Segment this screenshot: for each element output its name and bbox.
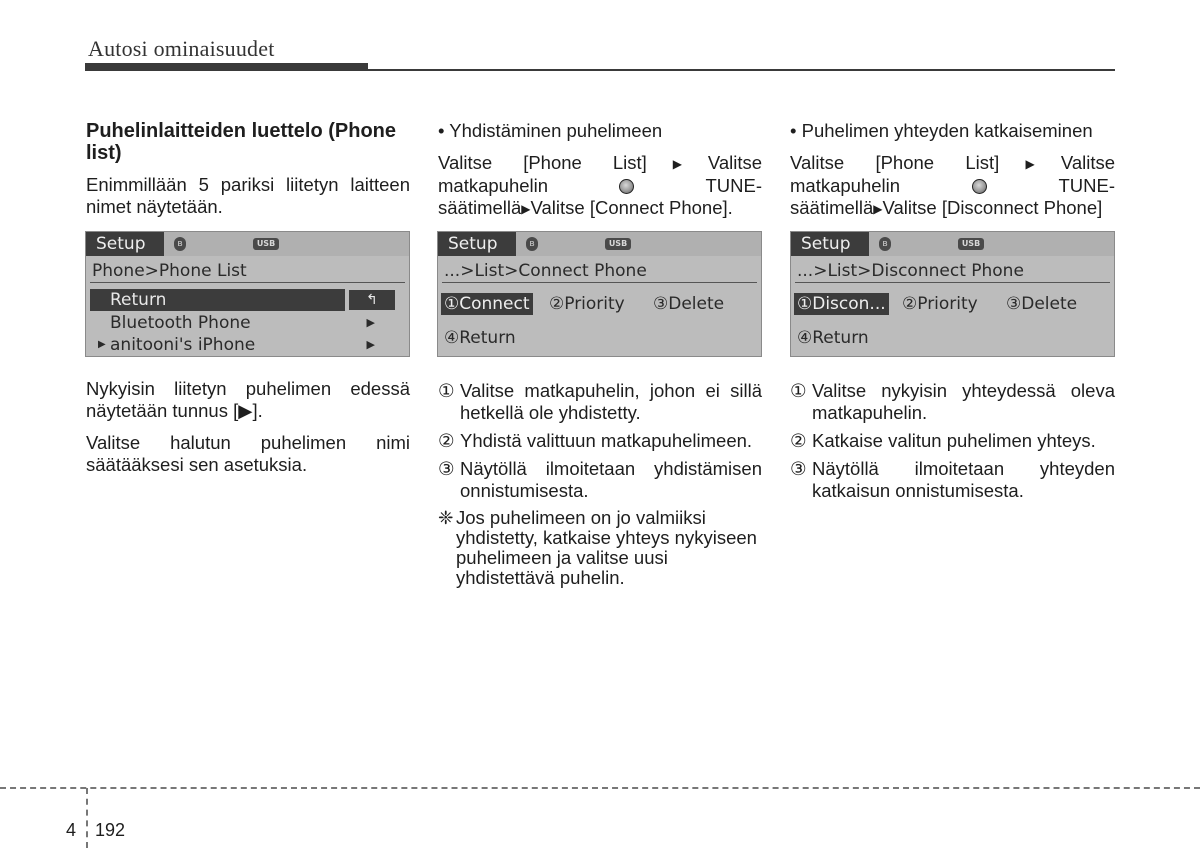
arrow-icon: ▶ — [521, 202, 531, 216]
connected-indicator-icon: ▶ — [98, 339, 106, 350]
note-symbol: ❈ — [438, 507, 454, 528]
bluetooth-icon: ʙ — [879, 237, 891, 251]
screen-path: Phone>Phone List — [92, 261, 247, 281]
instruction-paragraph — [438, 152, 762, 220]
screen-divider — [442, 282, 757, 283]
instr-part: TUNE-säätimellä — [438, 175, 762, 218]
instr-part: Valitse [Phone List] — [790, 152, 1000, 173]
step-number: ② — [438, 430, 455, 451]
instr-part: Valitse [Connect Phone]. — [530, 197, 733, 218]
delete-option[interactable]: ③Delete — [653, 294, 725, 314]
list-item-iphone[interactable] — [90, 334, 395, 356]
bluetooth-icon: ʙ — [174, 237, 186, 251]
list-item-label: Return — [110, 290, 167, 310]
column-phone-list-notes — [86, 378, 410, 486]
footer-divider — [86, 788, 88, 848]
bluetooth-icon: ʙ — [526, 237, 538, 251]
list-item-label: Bluetooth Phone — [110, 313, 251, 333]
chapter-number: 4 — [66, 820, 77, 840]
return-option[interactable]: ④Return — [797, 328, 869, 348]
disconnect-phone-screen — [790, 231, 1115, 357]
back-icon[interactable]: ↰ — [349, 290, 395, 310]
priority-option[interactable]: ②Priority — [549, 294, 625, 314]
status-band — [869, 232, 1114, 256]
arrow-icon: ▶ — [999, 157, 1061, 171]
phone-list-screen — [85, 231, 410, 357]
section-bullet: • Puhelimen yhteyden katkaiseminen — [790, 120, 1093, 141]
step-item — [438, 430, 762, 452]
select-note: Valitse halutun puhelimen nimi säätääksesi sen asetuksia. — [86, 432, 410, 475]
step-number: ① — [438, 380, 455, 401]
tune-knob-icon — [619, 179, 634, 194]
return-option[interactable]: ④Return — [444, 328, 516, 348]
instr-part: Valitse [Phone List] — [438, 152, 647, 173]
usb-icon: USB — [605, 238, 631, 250]
setup-tab: Setup — [791, 232, 869, 256]
step-item — [790, 458, 1115, 502]
screen-divider — [795, 282, 1110, 283]
step-text: Katkaise valitun puhelimen yhteys. — [812, 430, 1096, 451]
step-number: ③ — [790, 458, 807, 479]
step-item — [438, 380, 762, 424]
instruction-paragraph — [790, 152, 1115, 220]
header-rule — [368, 69, 1115, 71]
page-number: 192 — [95, 820, 126, 840]
intro-paragraph: Enimmillään 5 pariksi liitetyn laitteen nimet näytetään. — [86, 174, 410, 217]
step-number: ② — [790, 430, 807, 451]
section-heading: Puhelinlaitteiden luettelo (Phone list) — [86, 120, 397, 164]
disconnect-option[interactable]: ①Discon... — [794, 293, 889, 315]
usb-icon: USB — [958, 238, 984, 250]
status-band — [516, 232, 761, 256]
footer-rule — [0, 787, 1200, 789]
step-item — [438, 458, 762, 502]
running-header: Autosi ominaisuudet — [88, 36, 275, 61]
instr-part: TUNE-säätimellä — [790, 175, 1115, 218]
list-item-return[interactable] — [90, 289, 345, 311]
column-phone-list — [86, 120, 410, 228]
step-text: Näytöllä ilmoitetaan yhteyden katkaisun onnistumisesta. — [812, 458, 1115, 501]
step-number: ① — [790, 380, 807, 401]
connect-phone-screen — [437, 231, 762, 357]
step-text: Valitse nykyisin yhteydessä oleva matkapuhelin. — [812, 380, 1115, 423]
column-disconnect — [790, 120, 1115, 230]
usb-icon: USB — [253, 238, 279, 250]
status-band — [164, 232, 409, 256]
instr-part: Valitse matkapuhelin — [438, 152, 763, 196]
step-text: Näytöllä ilmoitetaan yhdistämisen onnistumisesta. — [460, 458, 762, 501]
screen-path: ...>List>Connect Phone — [444, 261, 647, 281]
header-bar — [85, 63, 368, 71]
arrow-icon: ▶ — [646, 157, 708, 171]
screen-divider — [90, 282, 405, 283]
step-item — [790, 380, 1115, 424]
column-connect-steps — [438, 380, 762, 588]
delete-option[interactable]: ③Delete — [1006, 294, 1078, 314]
instr-part: Valitse matkapuhelin — [790, 152, 1116, 196]
instr-part: Valitse [Disconnect Phone] — [882, 197, 1103, 218]
setup-tab: Setup — [86, 232, 164, 256]
section-bullet: • Yhdistäminen puhelimeen — [438, 120, 663, 141]
arrow-icon: ▶ — [873, 202, 883, 216]
list-item-label: anitooni's iPhone — [110, 335, 256, 355]
screen-path: ...>List>Disconnect Phone — [797, 261, 1024, 281]
setup-tab: Setup — [438, 232, 516, 256]
step-number: ③ — [438, 458, 455, 479]
step-text: Yhdistä valittuun matkapuhelimeen. — [460, 430, 753, 451]
note-text: Jos puhelimeen on jo valmiiksi yhdistetty, katkaise yhteys nykyiseen puhelimeen ja valitse uusi yhdistettävä puhelin. — [456, 507, 757, 588]
list-item-bluetooth-phone[interactable] — [90, 312, 395, 334]
priority-option[interactable]: ②Priority — [902, 294, 978, 314]
chevron-right-icon: ▶ — [366, 338, 375, 351]
note-item — [438, 508, 762, 588]
chevron-right-icon: ▶ — [366, 316, 375, 329]
step-text: Valitse matkapuhelin, johon ei sillä hetkellä ole yhdistetty. — [460, 380, 762, 423]
column-disconnect-steps — [790, 380, 1115, 508]
connect-option[interactable]: ①Connect — [441, 293, 533, 315]
connected-note: Nykyisin liitetyn puhelimen edessä näytetään tunnus [▶]. — [86, 378, 410, 421]
tune-knob-icon — [972, 179, 987, 194]
column-connect — [438, 120, 762, 230]
step-item — [790, 430, 1115, 452]
